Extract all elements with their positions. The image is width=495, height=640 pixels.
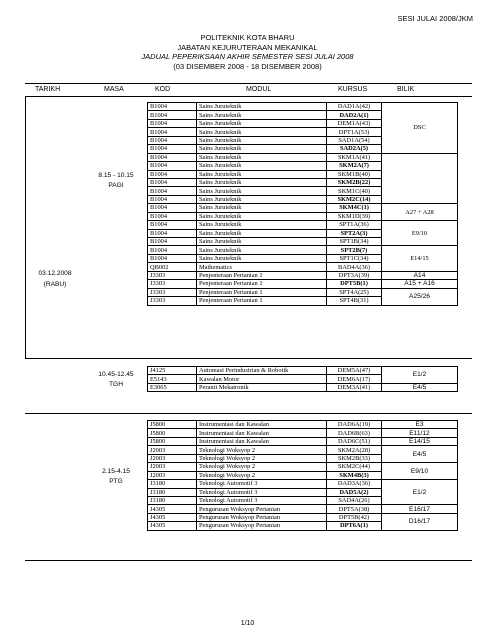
room-cell: A25/26 (382, 288, 458, 305)
module-name-cell: Sains Juruteknik (197, 128, 327, 136)
class-group-cell: DAD6B(63) (327, 429, 382, 437)
module-name-cell: Sains Juruteknik (197, 212, 327, 220)
class-group-cell: SKM2A(28) (327, 446, 382, 454)
class-group-cell: SKM1D(39) (327, 212, 382, 220)
course-code-cell: B1004 (148, 170, 197, 178)
class-group-cell: SKM2B(33) (327, 454, 382, 462)
session-morning-table (147, 102, 458, 306)
module-name-cell: Sains Juruteknik (197, 204, 327, 212)
class-group-cell: DPT3A(39) (327, 271, 382, 279)
course-code-cell: J4305 (148, 513, 197, 521)
column-header-row (25, 86, 472, 96)
class-group-cell: DAD6A(19) (327, 421, 382, 429)
course-code-cell: B1004 (148, 128, 197, 136)
course-code-cell: B1004 (148, 246, 197, 254)
module-name-cell: Sains Juruteknik (197, 178, 327, 186)
course-code-cell: B1004 (148, 111, 197, 119)
module-name-cell: Teknologi Woksyop 2 (197, 454, 327, 462)
module-name-cell: Instrumentasi dan Kawalan (197, 437, 327, 445)
module-name-cell: Teknologi Woksyop 2 (197, 446, 327, 454)
module-name-cell: Teknologi Automotif 3 (197, 496, 327, 504)
module-name-cell: Sains Juruteknik (197, 238, 327, 246)
institution-title: POLITEKNIK KOTA BHARU (200, 33, 295, 42)
course-code-cell: B1004 (148, 254, 197, 262)
course-code-cell: J3180 (148, 480, 197, 488)
course-code-cell: J3180 (148, 488, 197, 496)
class-group-cell: SKM1C(40) (327, 187, 382, 195)
room-cell: E1/2 (382, 367, 458, 384)
class-group-cell: DAD3A(36) (327, 480, 382, 488)
course-code-cell: J3303 (148, 280, 197, 288)
col-masa: MASA (104, 86, 124, 93)
course-code-cell: B1004 (148, 204, 197, 212)
session-time-afternoon: 2.15-4.15 PTG (102, 468, 130, 485)
page-number: 1/10 (240, 620, 255, 627)
course-code-cell: J3303 (148, 271, 197, 279)
course-code-cell: E3065 (148, 383, 197, 391)
module-name-cell: Sains Juruteknik (197, 170, 327, 178)
course-code-cell: B1004 (148, 187, 197, 195)
class-group-cell: DEM6A(17) (327, 375, 382, 383)
course-code-cell: B1004 (148, 238, 197, 246)
module-name-cell: Kawalan Motor (197, 375, 327, 383)
course-code-cell: B1004 (148, 221, 197, 229)
class-group-cell: SPT2B(7) (327, 246, 382, 254)
document-titles (0, 33, 495, 71)
class-group-cell: DPT5B(42) (327, 513, 382, 521)
class-group-cell: SKM1A(41) (327, 153, 382, 161)
module-name-cell: Teknologi Automotif 3 (197, 480, 327, 488)
col-tarikh: TARIKH (35, 86, 61, 93)
document-session-label: SESI JULAI 2008/JKM (397, 14, 473, 23)
course-code-cell: J3303 (148, 288, 197, 296)
course-code-cell: J3180 (148, 496, 197, 504)
header-bottom-rule (25, 96, 472, 97)
class-group-cell: BAD4A(36) (327, 263, 382, 271)
exam-row (148, 437, 458, 445)
session-afternoon-table (147, 420, 458, 531)
course-code-cell: J2003 (148, 463, 197, 471)
exam-row (148, 505, 458, 513)
module-name-cell: Sains Juruteknik (197, 103, 327, 111)
room-cell: A14 (382, 271, 458, 279)
class-group-cell: SKM1B(40) (327, 170, 382, 178)
module-name-cell: Teknologi Automotif 3 (197, 488, 327, 496)
class-group-cell: DEM5A(47) (327, 367, 382, 375)
schedule-title: JADUAL PEPERIKSAAN AKHIR SEMESTER SESI JULAI 2008 (141, 52, 354, 62)
exam-row (148, 429, 458, 437)
module-name-cell: Pengurusan Woksyop Pertanian (197, 513, 327, 521)
table-bottom-rule (25, 560, 472, 561)
exam-date: 03.12.2008 (RABU) (38, 270, 72, 288)
module-name-cell: Penjenteraan Pertanian 1 (197, 280, 327, 288)
room-cell: E14/15 (382, 437, 458, 445)
exam-row (148, 103, 458, 111)
course-code-cell: J2003 (148, 446, 197, 454)
exam-row (148, 271, 458, 279)
exam-row (148, 221, 458, 229)
course-code-cell: B1004 (148, 162, 197, 170)
module-name-cell: Peranti Mekatronik (197, 383, 327, 391)
module-name-cell: Instrumentasi dan Kawalan (197, 429, 327, 437)
col-kod: KOD (155, 86, 171, 93)
course-code-cell: J5800 (148, 429, 197, 437)
session-time-morning: 8.15 - 10.15 PAGI (98, 172, 134, 189)
exam-row (148, 446, 458, 454)
session-time-noon: 10.45-12.45 TGH (98, 371, 134, 388)
room-cell: E9/10 (382, 221, 458, 246)
class-group-cell: SPT4B(31) (327, 297, 382, 305)
module-name-cell: Mathematics (197, 263, 327, 271)
course-code-cell: J5800 (148, 437, 197, 445)
room-cell: A15 + A16 (382, 280, 458, 288)
header-top-rule (25, 83, 472, 84)
course-code-cell: E5143 (148, 375, 197, 383)
class-group-cell: DAD5A(2) (327, 488, 382, 496)
module-name-cell: Sains Juruteknik (197, 136, 327, 144)
course-code-cell: J4305 (148, 505, 197, 513)
class-group-cell: SPT1A(36) (327, 221, 382, 229)
class-group-cell: DPT1A(53) (327, 128, 382, 136)
class-group-cell: DPT5B(1) (327, 280, 382, 288)
exam-row (148, 153, 458, 161)
exam-row (148, 383, 458, 391)
room-cell: D16/17 (382, 513, 458, 530)
module-name-cell: Penjenteraan Pertanian 1 (197, 288, 327, 296)
module-name-cell: Sains Juruteknik (197, 254, 327, 262)
course-code-cell: J4125 (148, 367, 197, 375)
class-group-cell: DAD1A(42) (327, 103, 382, 111)
course-code-cell: B1004 (148, 136, 197, 144)
class-group-cell: DAD6C(51) (327, 437, 382, 445)
class-group-cell: DPT5A(38) (327, 505, 382, 513)
department-title: JABATAN KEJURUTERAAN MEKANIKAL (177, 42, 318, 52)
class-group-cell: SPT1B(34) (327, 238, 382, 246)
module-name-cell: Sains Juruteknik (197, 111, 327, 119)
empty-room-cell (382, 153, 458, 204)
class-group-cell: SKM2C(14) (327, 195, 382, 203)
class-group-cell: SKM4C(1) (327, 204, 382, 212)
course-code-cell: J5800 (148, 421, 197, 429)
col-kursus: KURSUS (338, 86, 368, 93)
session-divider-1 (25, 358, 472, 359)
module-name-cell: Penjenteraan Pertanian 1 (197, 297, 327, 305)
module-name-cell: Sains Juruteknik (197, 229, 327, 237)
module-name-cell: Sains Juruteknik (197, 246, 327, 254)
room-cell: E4/5 (382, 383, 458, 391)
room-cell: E9/10 (382, 463, 458, 480)
exam-row (148, 246, 458, 254)
module-name-cell: Penjenteraan Pertanian 1 (197, 271, 327, 279)
module-name-cell: Instrumentasi dan Kawalan (197, 421, 327, 429)
class-group-cell: SAD2A(5) (327, 145, 382, 153)
course-code-cell: J2003 (148, 471, 197, 479)
module-name-cell: Sains Juruteknik (197, 162, 327, 170)
class-group-cell: SPT1C(34) (327, 254, 382, 262)
session-noon-table (147, 366, 458, 392)
class-group-cell: SAD4A(26) (327, 496, 382, 504)
module-name-cell: Sains Juruteknik (197, 153, 327, 161)
exam-row (148, 367, 458, 375)
class-group-cell: SPT2A(3) (327, 229, 382, 237)
course-code-cell: B1004 (148, 103, 197, 111)
course-code-cell: B1004 (148, 195, 197, 203)
date-column-left-rule (25, 96, 26, 358)
course-code-cell: B1004 (148, 119, 197, 127)
module-name-cell: Automasi Perindustrian & Robotik (197, 367, 327, 375)
exam-row (148, 421, 458, 429)
exam-row (148, 463, 458, 471)
col-modul: MODUL (246, 86, 272, 93)
room-cell: E11/12 (382, 429, 458, 437)
col-bilik: BILIK (397, 86, 415, 93)
class-group-cell: SKM2C(44) (327, 463, 382, 471)
course-code-cell: J2003 (148, 454, 197, 462)
class-group-cell: SPT4A(25) (327, 288, 382, 296)
room-cell: DSC (382, 103, 458, 154)
module-name-cell: Sains Juruteknik (197, 187, 327, 195)
class-group-cell: DPT6A(1) (327, 522, 382, 530)
course-code-cell: B1004 (148, 145, 197, 153)
module-name-cell: Pengurusan Woksyop Pertanian (197, 522, 327, 530)
room-cell: E4/5 (382, 446, 458, 463)
course-code-cell: B1004 (148, 178, 197, 186)
date-range-title: (03 DISEMBER 2008 - 18 DISEMBER 2008) (173, 61, 322, 71)
exam-row (148, 480, 458, 488)
class-group-cell: SAD1A(54) (327, 136, 382, 144)
room-cell: E1/2 (382, 480, 458, 505)
module-name-cell: Sains Juruteknik (197, 195, 327, 203)
course-code-cell: B1004 (148, 212, 197, 220)
session-divider-2 (25, 413, 472, 414)
room-cell: E16/17 (382, 505, 458, 513)
module-name-cell: Sains Juruteknik (197, 221, 327, 229)
room-cell: E3 (382, 421, 458, 429)
exam-row (148, 513, 458, 521)
module-name-cell: Teknologi Woksyop 2 (197, 463, 327, 471)
exam-row (148, 280, 458, 288)
course-code-cell: B1004 (148, 153, 197, 161)
exam-row (148, 204, 458, 212)
module-name-cell: Teknologi Woksyop 2 (197, 471, 327, 479)
course-code-cell: QB002 (148, 263, 197, 271)
module-name-cell: Pengurusan Woksyop Pertanian (197, 505, 327, 513)
exam-row (148, 288, 458, 296)
class-group-cell: SKM2A(7) (327, 162, 382, 170)
class-group-cell: DAD2A(1) (327, 111, 382, 119)
room-cell: E14/15 (382, 246, 458, 271)
room-cell: A27 + A28 (382, 204, 458, 221)
course-code-cell: J3303 (148, 297, 197, 305)
course-code-cell: J4305 (148, 522, 197, 530)
module-name-cell: Sains Juruteknik (197, 145, 327, 153)
module-name-cell: Sains Juruteknik (197, 119, 327, 127)
class-group-cell: DEM3A(41) (327, 383, 382, 391)
course-code-cell: B1004 (148, 229, 197, 237)
class-group-cell: SKM4B(3) (327, 471, 382, 479)
class-group-cell: SKM2B(22) (327, 178, 382, 186)
class-group-cell: DEM1A(43) (327, 119, 382, 127)
